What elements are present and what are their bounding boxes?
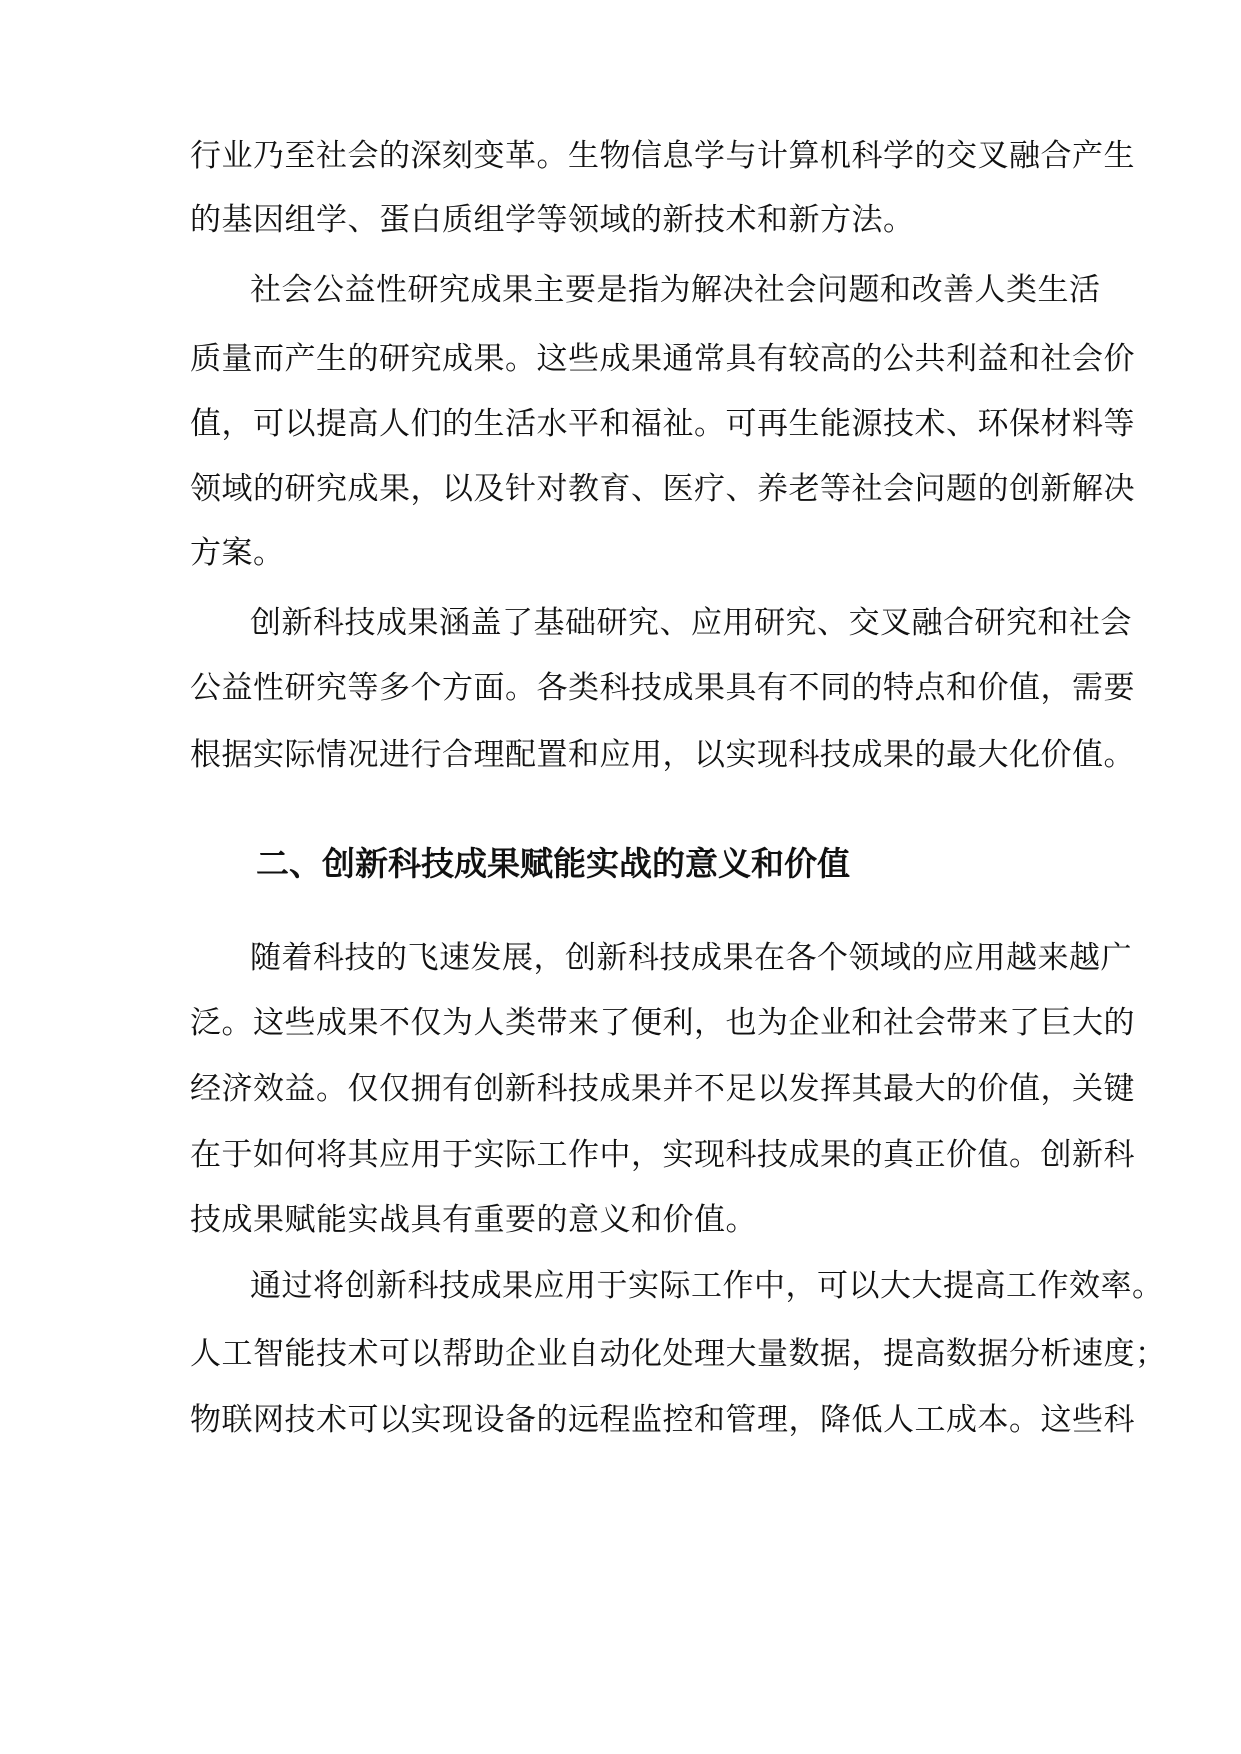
section-heading: 二、创新科技成果赋能实战的意义和价值 bbox=[256, 844, 850, 883]
paragraph-4-line-4: 在于如何将其应用于实际工作中，实现科技成果的真正价值。创新科 bbox=[190, 1137, 1135, 1173]
paragraph-5-line-3: 物联网技术可以实现设备的远程监控和管理，降低人工成本。这些科 bbox=[190, 1402, 1135, 1438]
paragraph-2-line-1: 社会公益性研究成果主要是指为解决社会问题和改善人类生活 bbox=[250, 272, 1101, 308]
paragraph-3-line-3: 根据实际情况进行合理配置和应用，以实现科技成果的最大化价值。 bbox=[190, 737, 1135, 773]
paragraph-4-line-3: 经济效益。仅仅拥有创新科技成果并不足以发挥其最大的价值，关键 bbox=[190, 1071, 1135, 1107]
paragraph-2-line-5: 方案。 bbox=[190, 535, 285, 571]
paragraph-5-line-1: 通过将创新科技成果应用于实际工作中，可以大大提高工作效率。 bbox=[250, 1268, 1164, 1304]
paragraph-1-line-1: 行业乃至社会的深刻变革。生物信息学与计算机科学的交叉融合产生 bbox=[190, 138, 1135, 174]
paragraph-2-line-2: 质量而产生的研究成果。这些成果通常具有较高的公共利益和社会价 bbox=[190, 341, 1135, 377]
paragraph-1-line-2: 的基因组学、蛋白质组学等领域的新技术和新方法。 bbox=[190, 202, 915, 238]
paragraph-4-line-1: 随着科技的飞速发展，创新科技成果在各个领域的应用越来越广 bbox=[250, 940, 1132, 976]
paragraph-3-line-2: 公益性研究等多个方面。各类科技成果具有不同的特点和价值，需要 bbox=[190, 670, 1135, 706]
paragraph-4-line-5: 技成果赋能实战具有重要的意义和价值。 bbox=[190, 1202, 757, 1238]
paragraph-5-line-2: 人工智能技术可以帮助企业自动化处理大量数据，提高数据分析速度； bbox=[190, 1336, 1167, 1372]
paragraph-2-line-3: 值，可以提高人们的生活水平和福祉。可再生能源技术、环保材料等 bbox=[190, 406, 1135, 442]
paragraph-4-line-2: 泛。这些成果不仅为人类带来了便利，也为企业和社会带来了巨大的 bbox=[190, 1005, 1135, 1041]
paragraph-3-line-1: 创新科技成果涵盖了基础研究、应用研究、交叉融合研究和社会 bbox=[250, 605, 1132, 641]
paragraph-2-line-4: 领域的研究成果，以及针对教育、医疗、养老等社会问题的创新解决 bbox=[190, 471, 1135, 507]
